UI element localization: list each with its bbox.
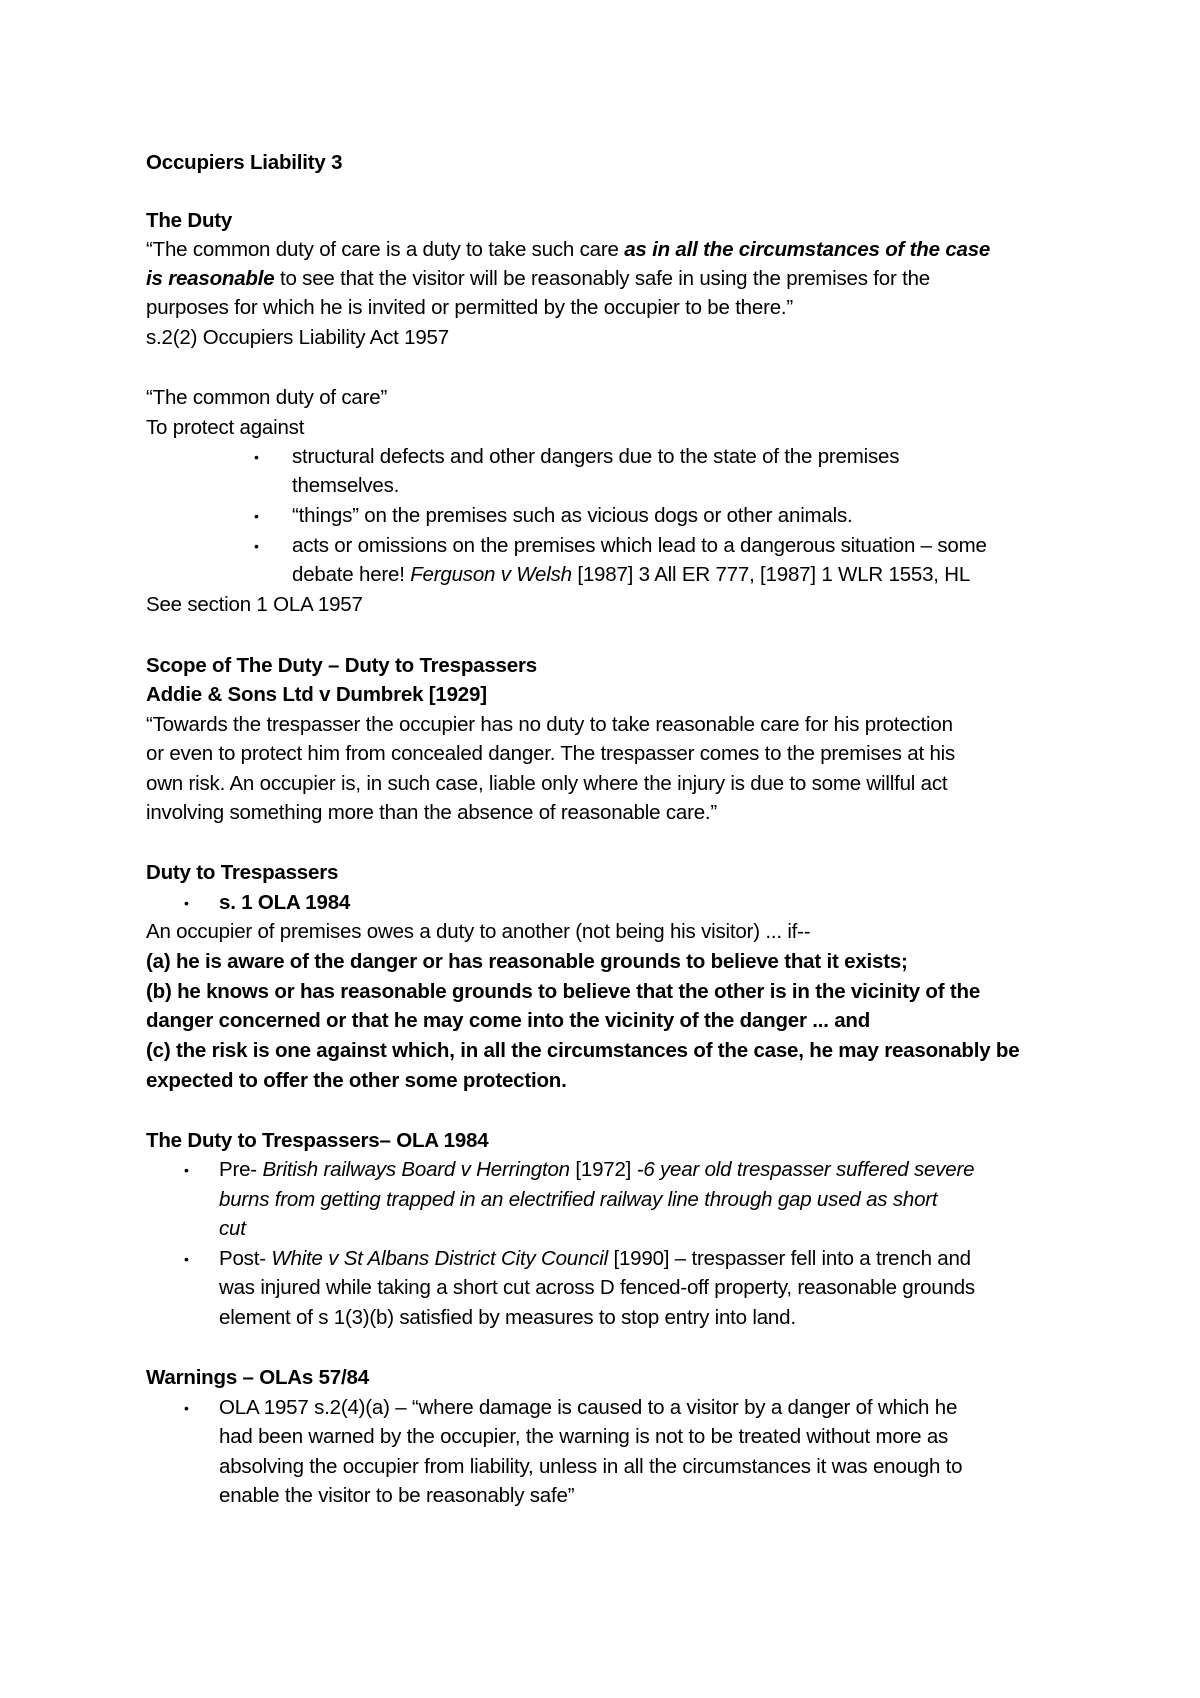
case-heading: Addie & Sons Ltd v Dumbrek [1929] xyxy=(146,683,487,706)
list-item: “things” on the premises such as vicious dogs or other animals. xyxy=(292,504,853,527)
section-heading-scope: Scope of The Duty – Duty to Trespassers xyxy=(146,654,537,677)
scope-quote-line-4: involving something more than the absence of reasonable care.” xyxy=(146,801,718,824)
bullet-icon: • xyxy=(184,1251,189,1267)
see-section-note: See section 1 OLA 1957 xyxy=(146,593,363,616)
bullet-icon: • xyxy=(184,1400,189,1416)
text-run: [1972] xyxy=(569,1158,637,1181)
emphasis-run: is reasonable xyxy=(146,267,275,290)
text-run: to see that the visitor will be reasonably safe in using the premises for the xyxy=(274,267,931,290)
list-item-continuation: absolving the occupier from liability, unless in all the circumstances it was enough to xyxy=(219,1455,963,1478)
statute-text-line: An occupier of premises owes a duty to another (not being his visitor) ... if-- xyxy=(146,920,811,943)
statute-text-line: danger concerned or that he may come into the vicinity of the danger ... and xyxy=(146,1009,871,1032)
bullet-icon: • xyxy=(254,449,259,465)
section-heading-trespassers: Duty to Trespassers xyxy=(146,861,339,884)
duty-quote-line-2 xyxy=(146,264,930,294)
list-item: acts or omissions on the premises which lead to a dangerous situation – some xyxy=(292,534,987,557)
statute-text-line: (b) he knows or has reasonable grounds to believe that the other is in the vicinity of the xyxy=(146,980,981,1003)
list-item: OLA 1957 s.2(4)(a) – “where damage is caused to a visitor by a danger of which he xyxy=(219,1396,958,1419)
section-heading-ola-1984: The Duty to Trespassers– OLA 1984 xyxy=(146,1129,489,1152)
list-item-continuation: was injured while taking a short cut across D fenced-off property, reasonable grounds xyxy=(219,1276,975,1299)
statute-text-line: (a) he is aware of the danger or has reasonable grounds to believe that it exists; xyxy=(146,950,908,973)
list-item-continuation: cut xyxy=(219,1217,246,1240)
scope-quote-line-1: “Towards the trespasser the occupier has no duty to take reasonable care for his protection xyxy=(146,713,953,736)
list-item xyxy=(219,1155,974,1185)
case-name: White v St Albans District City Council xyxy=(271,1247,608,1270)
text-run: Post- xyxy=(219,1247,272,1270)
text-run: [1987] 3 All ER 777, [1987] 1 WLR 1553, HL xyxy=(571,563,971,586)
case-name: British railways Board v Herrington xyxy=(262,1158,570,1181)
duty-quote-line-3: purposes for which he is invited or permitted by the occupier to be there.” xyxy=(146,296,794,319)
scope-quote-line-2: or even to protect him from concealed danger. The trespasser comes to the premises at his xyxy=(146,742,956,765)
statute-text-line: (c) the risk is one against which, in all the circumstances of the case, he may reasonably be xyxy=(146,1039,1020,1062)
text-run: “The common duty of care is a duty to take such care xyxy=(146,238,625,261)
scope-quote-line-3: own risk. An occupier is, in such case, liable only where the injury is due to some willful act xyxy=(146,772,948,795)
list-item-continuation: themselves. xyxy=(292,474,400,497)
case-description: -6 year old trespasser suffered severe xyxy=(636,1158,975,1181)
section-heading-warnings: Warnings – OLAs 57/84 xyxy=(146,1366,369,1389)
bullet-icon: • xyxy=(254,538,259,554)
list-item-continuation: enable the visitor to be reasonably safe” xyxy=(219,1484,575,1507)
text-run: Pre- xyxy=(219,1158,263,1181)
bullet-icon: • xyxy=(184,1162,189,1178)
common-duty-heading: “The common duty of care” xyxy=(146,386,388,409)
duty-quote-line-1 xyxy=(146,235,990,265)
bullet-icon: • xyxy=(254,508,259,524)
list-item xyxy=(219,1244,971,1274)
text-run: [1990] – trespasser fell into a trench and xyxy=(607,1247,971,1270)
case-name: Ferguson v Welsh xyxy=(410,563,572,586)
statute-text-line: expected to offer the other some protection. xyxy=(146,1069,567,1092)
common-duty-intro: To protect against xyxy=(146,416,305,439)
text-run: debate here! xyxy=(292,563,411,586)
section-heading-the-duty: The Duty xyxy=(146,209,233,232)
emphasis-run: as in all the circumstances of the case xyxy=(624,238,991,261)
document-title: Occupiers Liability 3 xyxy=(146,151,343,174)
list-item: structural defects and other dangers due to the state of the premises xyxy=(292,445,900,468)
list-item-continuation: element of s 1(3)(b) satisfied by measures to stop entry into land. xyxy=(219,1306,796,1329)
bullet-icon: • xyxy=(184,895,189,911)
list-item-continuation: burns from getting trapped in an electrified railway line through gap used as short xyxy=(219,1188,938,1211)
list-item: s. 1 OLA 1984 xyxy=(219,891,351,914)
duty-source: s.2(2) Occupiers Liability Act 1957 xyxy=(146,326,449,349)
list-item-continuation xyxy=(292,560,970,590)
list-item-continuation: had been warned by the occupier, the warning is not to be treated without more as xyxy=(219,1425,949,1448)
